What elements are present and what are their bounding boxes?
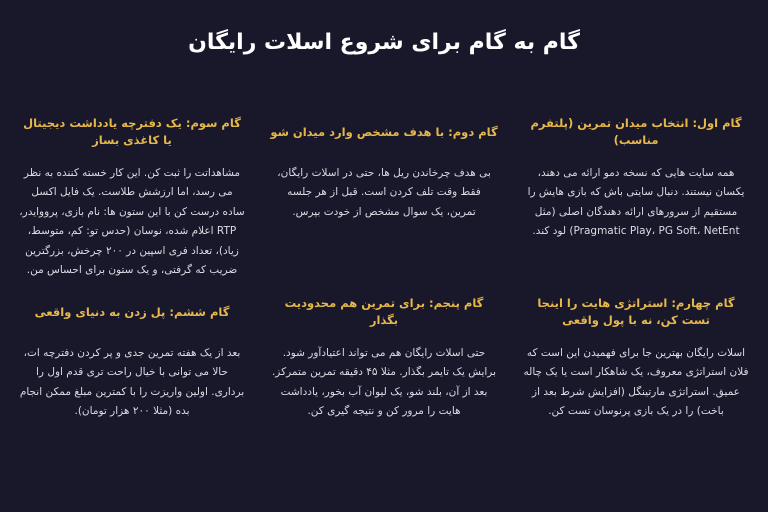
step-title: گام ششم: پل زدن به دنیای واقعی <box>34 304 230 319</box>
step-card-2 <box>264 110 504 290</box>
step-title: گام سوم: یک دفترچه یادداشت دیجیتال یا کاغذی بساز <box>23 116 241 147</box>
step-title: گام چهارم: استراتژی هایت را اینجا تست کن، نه با پول واقعی <box>537 296 735 327</box>
step-body: بی هدف چرخاندن ریل ها، حتی در اسلات رایگان، فقط وقت تلف کردن است. قبل از هر جلسه تمرین، یک سوال مشخص از خودت بپرس. <box>277 167 491 218</box>
page-title: گام به گام برای شروع اسلات رایگان <box>188 30 580 55</box>
step-body: اسلات رایگان بهترین جا برای فهمیدن این است که فلان استراتژی معروف، یک شاهکار است یا یک چاله عمیق. استراتژی مارتینگل (افزایش شرط بعد از باخت) را در یک بازی پرنوسان تست کن. <box>523 347 749 418</box>
step-body: بعد از یک هفته تمرین جدی و پر کردن دفترچه ات، حالا می توانی با خیال راحت تری قدم اول را برداری. اولین واریزت را با کمترین مبلغ ممکن انجام بده (مثلا ۲۰۰ هزار تومان). <box>19 347 245 418</box>
step-card-3 <box>12 110 252 290</box>
step-title: گام پنجم: برای تمرین هم محدودیت بگذار <box>284 296 484 327</box>
step-card-4 <box>516 290 756 460</box>
step-title: گام اول: انتخاب میدان تمرین (پلتفرم مناسب) <box>530 116 742 147</box>
step-body: مشاهداتت را ثبت کن. این کار خسته کننده به نظر می رسد، اما ارزشش طلاست. یک فایل اکسل ساده درست کن با این ستون ها: نام بازی، پرووایدر، RTP اعلام شده، نوسان (حدس تو: کم، متوسط، زیاد)، تعداد فری اسپین در ۲۰۰ چرخش، بزرگترین ضریب که گرفتی، و یک ستون برای احساس من. <box>19 167 245 277</box>
step-card-5 <box>264 290 504 460</box>
step-body: همه سایت هایی که نسخه دمو ارائه می دهند، یکسان نیستند. دنبال سایتی باش که بازی هایش را مستقیم از سرورهای ارائه دهندگان اصلی (مثل Pragmatic Play، PG Soft، NetEnt) لود کند. <box>527 167 745 238</box>
step-card-1 <box>516 110 756 290</box>
step-body: حتی اسلات رایگان هم می تواند اعتیادآور شود. برایش یک تایمر بگذار. مثلا ۴۵ دقیقه تمرین متمرکز. بعد از آن، بلند شو، یک لیوان آب بخور، یادداشت هایت را مرور کن و نتیجه گیری کن. <box>271 347 497 418</box>
step-card-6 <box>12 290 252 460</box>
step-title: گام دوم: با هدف مشخص وارد میدان شو <box>270 124 498 139</box>
steps-grid <box>12 110 756 460</box>
